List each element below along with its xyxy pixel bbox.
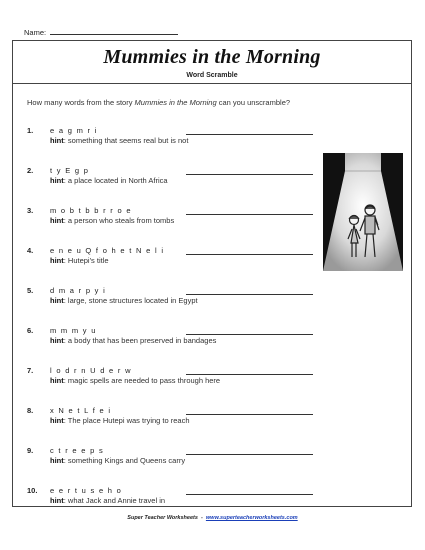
question-number: 5. xyxy=(27,286,34,295)
hint-text: hint: The place Hutepi was trying to reach xyxy=(50,416,190,425)
book-title: Mummies in the Morning xyxy=(134,98,217,107)
hint-body: The place Hutepi was trying to reach xyxy=(67,416,190,425)
scrambled-word: e e r t u s e h o xyxy=(50,486,123,495)
question-number: 8. xyxy=(27,406,34,415)
footer xyxy=(0,515,425,521)
question-number: 2. xyxy=(27,166,34,175)
hint-text: hint: something that seems real but is not xyxy=(50,136,189,145)
hint-text: hint: magic spells are needed to pass through here xyxy=(50,376,221,385)
hint-body: something that seems real but is not xyxy=(67,136,189,145)
question-number: 9. xyxy=(27,446,34,455)
scrambled-word: t y E g p xyxy=(50,166,90,175)
question-number: 7. xyxy=(27,366,34,375)
scrambled-word: m m m y u xyxy=(50,326,97,335)
hint-label: hint xyxy=(50,456,64,465)
hint-body: a person who steals from tombs xyxy=(67,216,175,225)
name-label: Name: xyxy=(24,28,47,37)
title-divider xyxy=(13,83,411,84)
question-number: 3. xyxy=(27,206,34,215)
hint-body: what Jack and Annie travel in xyxy=(67,496,166,505)
footer-url-link[interactable]: www.superteacherworksheets.com xyxy=(205,515,298,521)
hint-text: hint: something Kings and Queens carry xyxy=(50,456,186,465)
hint-text: hint: Hutepi's title xyxy=(50,256,109,265)
hint-label: hint xyxy=(50,216,64,225)
worksheet-frame xyxy=(12,40,412,507)
hint-body: a place located in North Africa xyxy=(67,176,168,185)
hint-label: hint xyxy=(50,136,64,145)
hint-text: hint: what Jack and Annie travel in xyxy=(50,496,166,505)
scrambled-word: m o b t b b r r o e xyxy=(50,206,132,215)
hint-label: hint xyxy=(50,176,64,185)
answer-line[interactable] xyxy=(186,374,313,375)
question-item xyxy=(27,406,327,426)
question-item xyxy=(27,486,327,506)
answer-line[interactable] xyxy=(186,134,313,135)
question-number: 1. xyxy=(27,126,34,135)
worksheet-title: Mummies in the Morning xyxy=(103,46,321,68)
hint-text: hint: a place located in North Africa xyxy=(50,176,168,185)
hint-label: hint xyxy=(50,376,64,385)
hint-body: Hutepi's title xyxy=(67,256,109,265)
question-item xyxy=(27,126,327,146)
hint-label: hint xyxy=(50,496,64,505)
hint-label: hint xyxy=(50,256,64,265)
hint-body: a body that has been preserved in bandages xyxy=(67,336,217,345)
question-number: 4. xyxy=(27,246,34,255)
answer-line[interactable] xyxy=(186,414,313,415)
question-item xyxy=(27,446,327,466)
scrambled-word: c t r e e p s xyxy=(50,446,104,455)
question-number: 6. xyxy=(27,326,34,335)
answer-line[interactable] xyxy=(186,454,313,455)
intro-text: How many words from the story Mummies in the Morning can you unscramble? xyxy=(27,98,291,107)
answer-line[interactable] xyxy=(186,254,313,255)
hint-text: hint: large, stone structures located in Egypt xyxy=(50,296,198,305)
hint-body: magic spells are needed to pass through here xyxy=(67,376,221,385)
question-number: 10. xyxy=(27,486,38,495)
footer-brand: Super Teacher Worksheets xyxy=(127,515,198,521)
question-item xyxy=(27,326,327,346)
footer-separator: - xyxy=(200,515,203,521)
hint-label: hint xyxy=(50,416,64,425)
answer-line[interactable] xyxy=(186,174,313,175)
question-item xyxy=(27,286,327,306)
answer-line[interactable] xyxy=(186,214,313,215)
answer-line[interactable] xyxy=(186,494,313,495)
hint-label: hint xyxy=(50,296,64,305)
question-item xyxy=(27,206,327,226)
question-item xyxy=(27,166,327,186)
answer-line[interactable] xyxy=(186,334,313,335)
scrambled-word: e n e u Q f o h e t N e l i xyxy=(50,246,165,255)
tomb-passage-illustration xyxy=(323,153,403,271)
worksheet-subtitle: Word Scramble xyxy=(186,72,238,79)
name-blank-line[interactable] xyxy=(50,27,178,35)
scrambled-word: e a g m r i xyxy=(50,126,98,135)
scrambled-word: l o d r n U d e r w xyxy=(50,366,132,375)
hint-text: hint: a person who steals from tombs xyxy=(50,216,175,225)
question-item xyxy=(27,366,327,386)
hint-body: something Kings and Queens carry xyxy=(67,456,186,465)
scrambled-word: d m a r p y i xyxy=(50,286,107,295)
hint-text: hint: a body that has been preserved in bandages xyxy=(50,336,217,345)
name-field xyxy=(24,27,178,37)
question-item xyxy=(27,246,327,266)
hint-body: large, stone structures located in Egypt xyxy=(67,296,198,305)
scrambled-word: x N e t L f e i xyxy=(50,406,112,415)
hint-label: hint xyxy=(50,336,64,345)
answer-line[interactable] xyxy=(186,294,313,295)
